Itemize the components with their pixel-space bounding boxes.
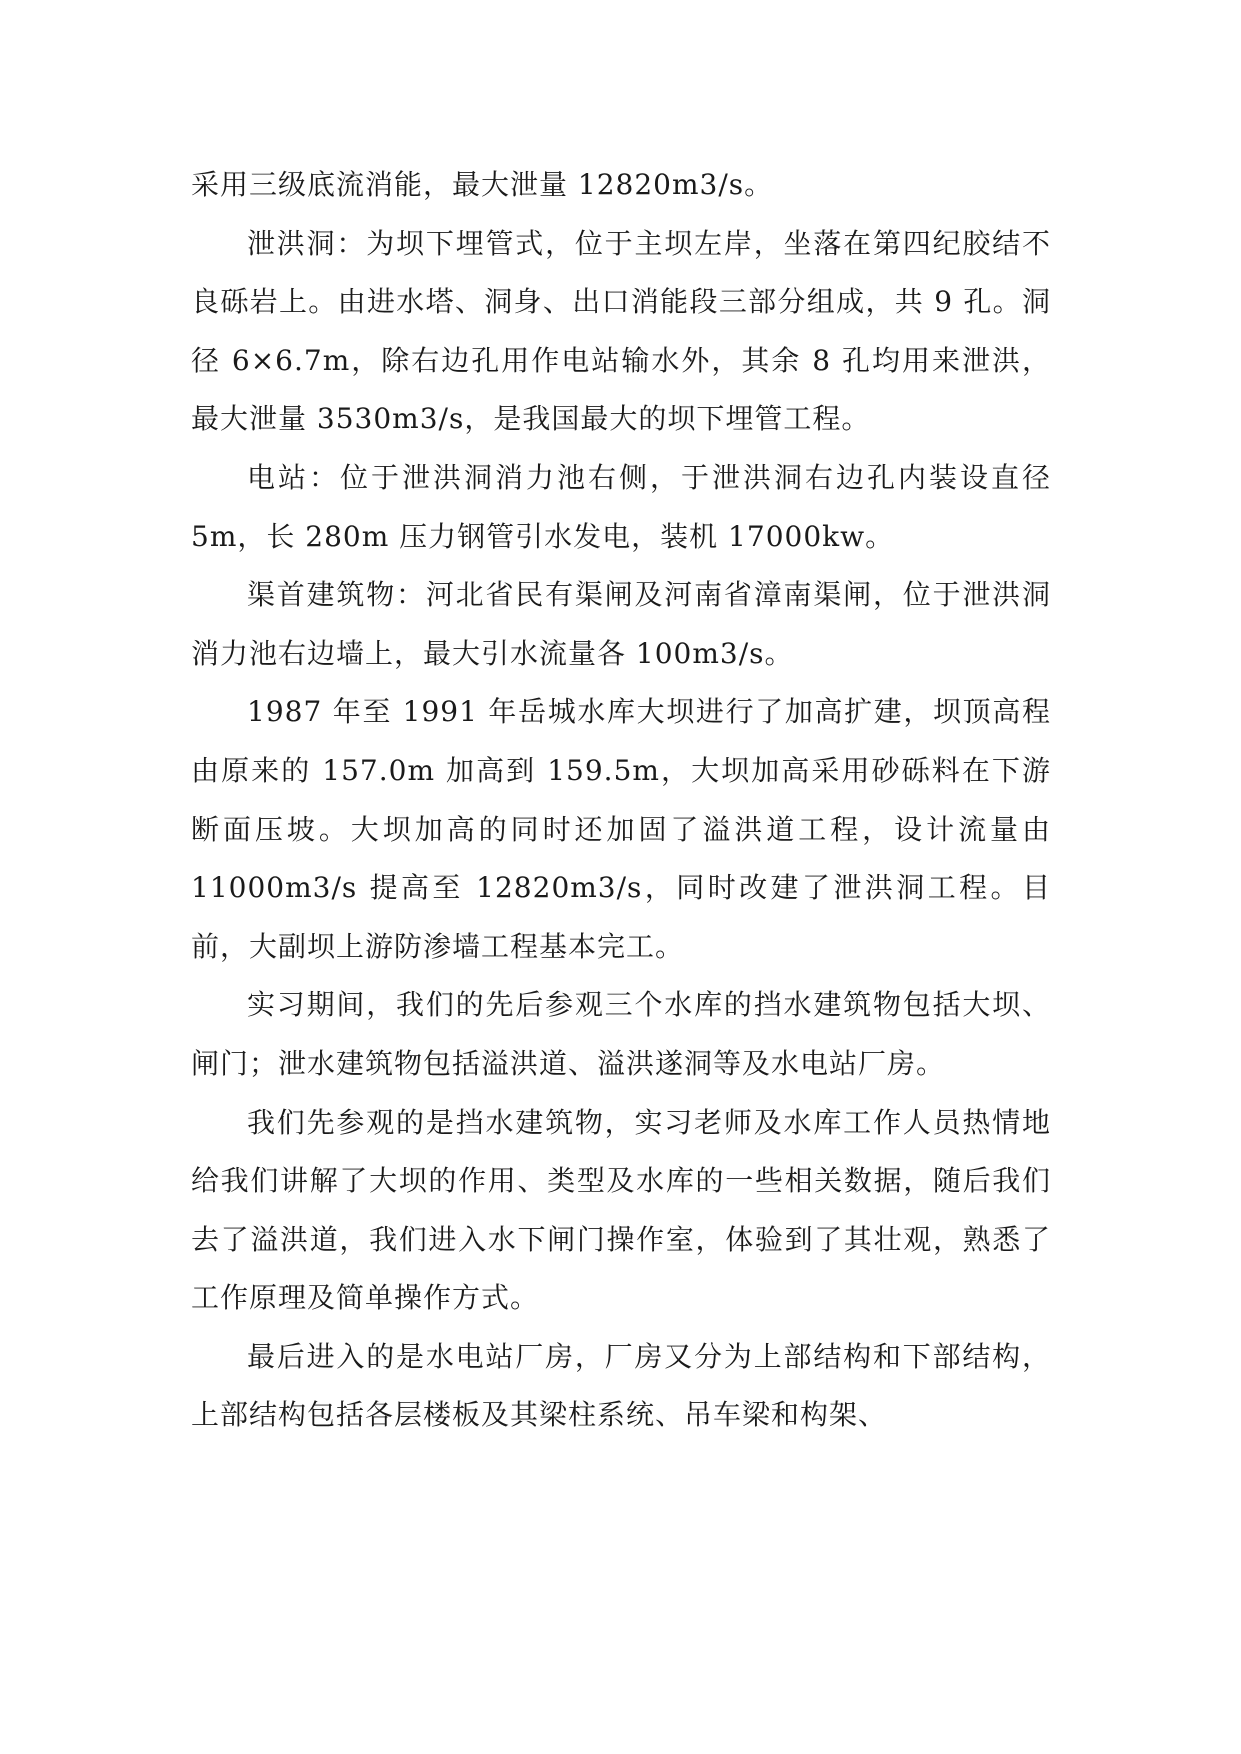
paragraph-7: 我们先参观的是挡水建筑物，实习老师及水库工作人员热情地给我们讲解了大坝的作用、类型及水库的一些相关数据，随后我们去了溢洪道，我们进入水下闸门操作室，体验到了其壮观，熟悉了工作原理及简单操作方式。 — [191, 1105, 1051, 1315]
document-body — [191, 156, 1051, 1445]
paragraph-8: 最后进入的是水电站厂房，厂房又分为上部结构和下部结构，上部结构包括各层楼板及其梁柱系统、吊车梁和构架、 — [191, 1339, 1051, 1432]
paragraph-1: 采用三级底流消能，最大泄量 12820m3/s。 — [191, 168, 774, 201]
paragraph-6: 实习期间，我们的先后参观三个水库的挡水建筑物包括大坝、闸门；泄水建筑物包括溢洪道、溢洪遂洞等及水电站厂房。 — [191, 988, 1051, 1080]
paragraph-2: 泄洪洞：为坝下埋管式，位于主坝左岸，坐落在第四纪胶结不良砾岩上。由进水塔、洞身、出口消能段三部分组成，共 9 孔。洞径 6×6.7m，除右边孔用作电站输水外，其余 8 孔均用来泄洪，最大泄量 3530m3/s，是我国最大的坝下埋管工程。 — [191, 226, 1051, 436]
paragraph-5: 1987 年至 1991 年岳城水库大坝进行了加高扩建，坝顶高程由原来的 157.0m 加高到 159.5m，大坝加高采用砂砾料在下游断面压坡。大坝加高的同时还加固了溢洪道工程，设计流量由 11000m3/s 提高至 12820m3/s，同时改建了泄洪洞工程。目前，大副坝上游防渗墙工程基本完工。 — [191, 695, 1051, 963]
paragraph-4: 渠首建筑物：河北省民有渠闸及河南省漳南渠闸，位于泄洪洞消力池右边墙上，最大引水流量各 100m3/s。 — [191, 578, 1051, 670]
paragraph-3: 电站：位于泄洪洞消力池右侧，于泄洪洞右边孔内装设直径 5m，长 280m 压力钢管引水发电，装机 17000kw。 — [191, 460, 1051, 553]
